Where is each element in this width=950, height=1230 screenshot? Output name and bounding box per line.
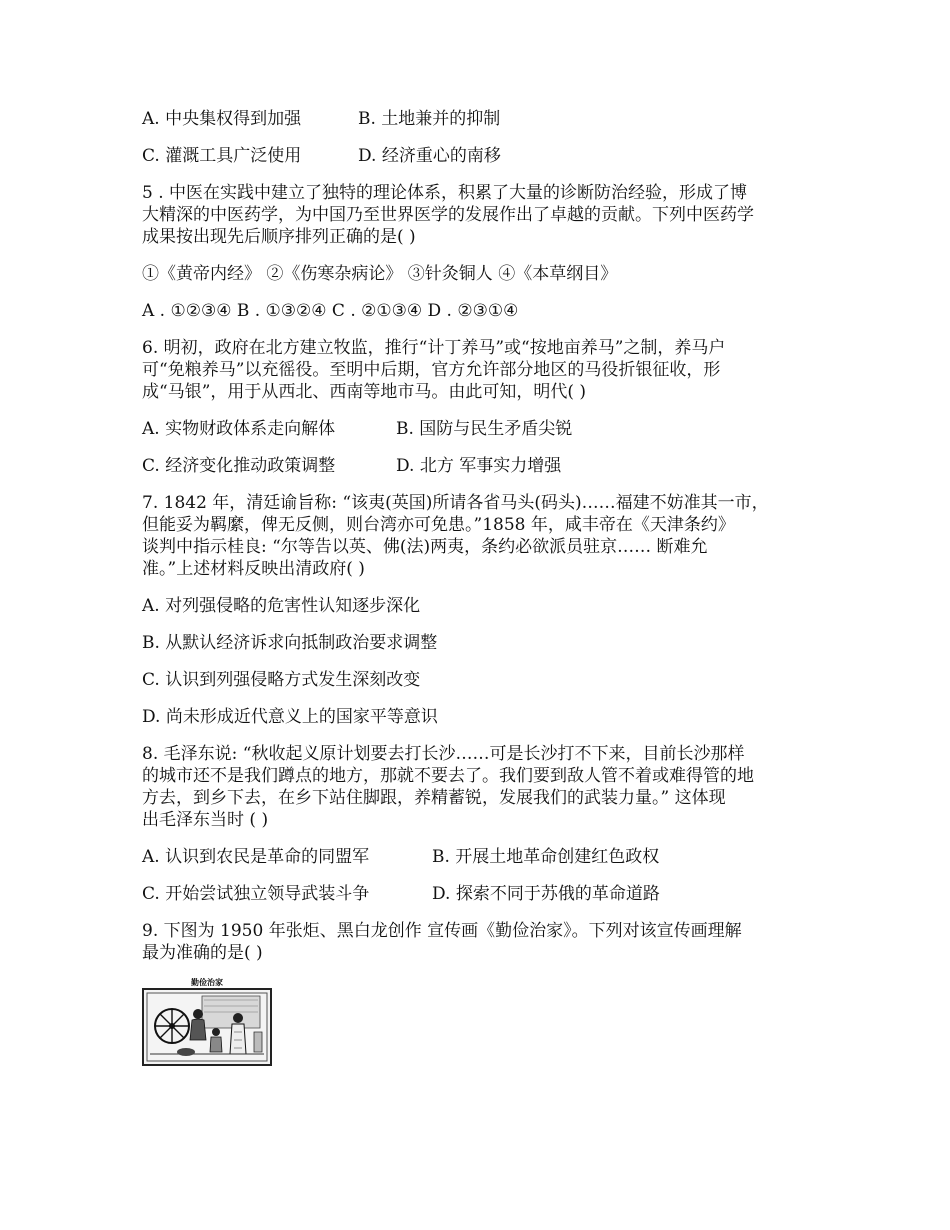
q5-options[interactable]: A . ①②③④ B . ①③②④ C . ②①③④ D . ②③①④ bbox=[142, 301, 519, 321]
q7-option-c[interactable]: C. 认识到列强侵略方式发生深刻改变 bbox=[142, 670, 421, 690]
q7-option-d[interactable]: D. 尚未形成近代意义上的国家平等意识 bbox=[142, 707, 438, 727]
q8-stem-line: 8. 毛泽东说: “秋收起义原计划要去打长沙……可是长沙打不下来，目前长沙那样 bbox=[142, 744, 745, 764]
q7-stem-line: 准。”上述材料反映出清政府( ) bbox=[142, 559, 365, 579]
q5-items: ①《黄帝内经》 ②《伤寒杂病论》 ③针灸铜人 ④《本草纲目》 bbox=[142, 264, 618, 284]
q4-option-b[interactable]: B. 土地兼并的抑制 bbox=[358, 109, 501, 129]
q8-stem-line: 出毛泽东当时 ( ) bbox=[142, 810, 269, 830]
q4-option-a[interactable]: A. 中央集权得到加强 bbox=[142, 109, 302, 129]
q7-stem bbox=[142, 492, 814, 580]
q5-stem bbox=[142, 182, 814, 248]
q8-stem-line: 的城市还不是我们蹲点的地方，那就不要去了。我们要到敌人管不着或难得管的地 bbox=[142, 766, 754, 786]
q6-option-d[interactable]: D. 北方 军事实力增强 bbox=[396, 456, 562, 476]
propaganda-poster-figure bbox=[142, 978, 272, 1068]
q6-option-b[interactable]: B. 国防与民生矛盾尖锐 bbox=[396, 419, 573, 439]
q7-option-b[interactable]: B. 从默认经济诉求向抵制政治要求调整 bbox=[142, 633, 438, 653]
q5-stem-line: 大精深的中医药学，为中国乃至世界医学的发展作出了卓越的贡献。下列中医药学 bbox=[142, 205, 754, 225]
q6-stem-line: 可“免粮养马”以充徭役。至明中后期，官方允许部分地区的马役折银征收，形 bbox=[142, 360, 721, 380]
q8-stem-line: 方去，到乡下去，在乡下站住脚跟，养精蓄锐，发展我们的武装力量。” 这体现 bbox=[142, 788, 726, 808]
q9-stem bbox=[142, 920, 814, 964]
q8-stem bbox=[142, 743, 814, 831]
q7-stem-line: 7. 1842 年，清廷谕旨称: “该夷(英国)所请各省马头(码头)……福建不妨准其一市， bbox=[142, 493, 769, 513]
q8-option-c[interactable]: C. 开始尝试独立领导武装斗争 bbox=[142, 884, 370, 904]
q6-options-row-2 bbox=[142, 455, 814, 477]
q8-option-d[interactable]: D. 探索不同于苏俄的革命道路 bbox=[432, 884, 660, 904]
q4-option-d[interactable]: D. 经济重心的南移 bbox=[358, 146, 501, 166]
q7-stem-line: 但能妥为羁縻，俾无反侧，则台湾亦可免患。”1858 年，咸丰帝在《天津条约》 bbox=[142, 515, 735, 535]
q8-options-row-2 bbox=[142, 883, 814, 905]
q5-stem-line: 成果按出现先后顺序排列正确的是( ) bbox=[142, 227, 416, 247]
q7-stem-line: 谈判中指示桂良: “尔等告以英、佛(法)两夷，条约必欲派员驻京…… 断难允 bbox=[142, 537, 708, 557]
q9-stem-line: 最为准确的是( ) bbox=[142, 943, 263, 963]
q8-options-row-1 bbox=[142, 846, 814, 868]
q6-options-row-1 bbox=[142, 418, 814, 440]
poster-illustration bbox=[142, 988, 272, 1066]
q6-stem bbox=[142, 337, 814, 403]
q4-options-row-1 bbox=[142, 108, 814, 130]
q8-option-b[interactable]: B. 开展土地革命创建红色政权 bbox=[432, 847, 660, 867]
q6-stem-line: 6. 明初，政府在北方建立牧监，推行“计丁养马”或“按地亩养马”之制，养马户 bbox=[142, 338, 726, 358]
q6-option-c[interactable]: C. 经济变化推动政策调整 bbox=[142, 456, 336, 476]
poster-title: 勤俭治家 bbox=[191, 978, 223, 987]
q6-option-a[interactable]: A. 实物财政体系走向解体 bbox=[142, 419, 336, 439]
q8-option-a[interactable]: A. 认识到农民是革命的同盟军 bbox=[142, 847, 370, 867]
q6-stem-line: 成“马银”，用于从西北、西南等地市马。由此可知，明代( ) bbox=[142, 382, 587, 402]
q4-option-c[interactable]: C. 灌溉工具广泛使用 bbox=[142, 146, 302, 166]
q4-options-row-2 bbox=[142, 145, 814, 167]
q5-stem-line: 5 . 中医在实践中建立了独特的理论体系，积累了大量的诊断防治经验，形成了博 bbox=[142, 183, 748, 203]
exam-page bbox=[142, 108, 814, 1068]
q9-stem-line: 9. 下图为 1950 年张炬、黑白龙创作 宣传画《勤俭治家》。下列对该宣传画理解 bbox=[142, 921, 742, 941]
q7-option-a[interactable]: A. 对列强侵略的危害性认知逐步深化 bbox=[142, 596, 421, 616]
